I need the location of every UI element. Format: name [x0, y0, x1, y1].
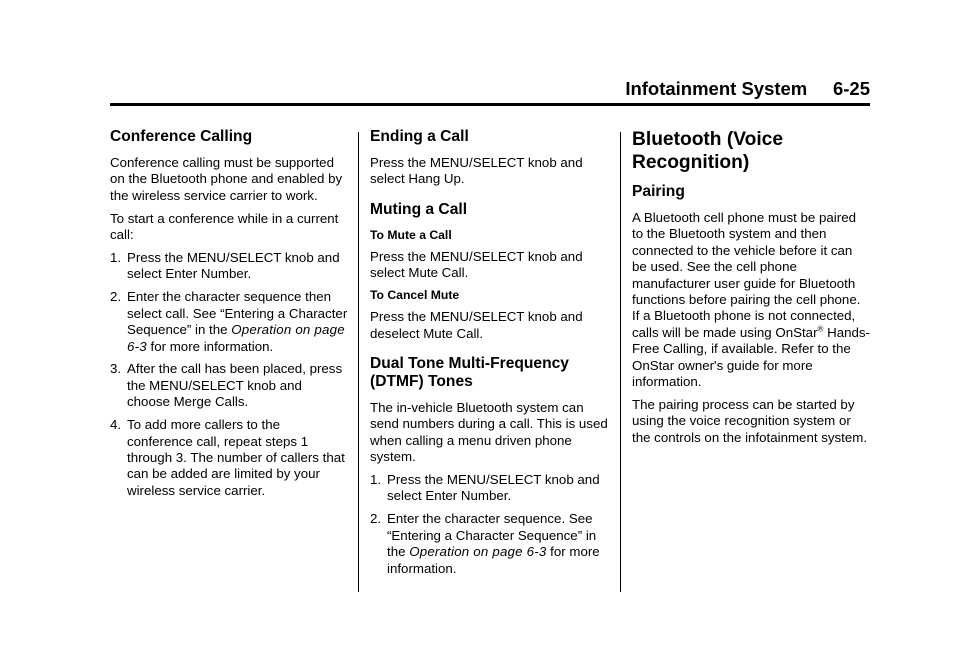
heading-dtmf-tones: Dual Tone Multi-Frequency (DTMF) Tones: [370, 354, 569, 390]
column-divider-1: [358, 132, 359, 592]
step-text-part: Enter the character sequence. See “Entering a Character Sequence” in the: [387, 511, 597, 560]
step-text: To add more callers to the conference call, repeat steps 1 through 3. The number of callers that can be added are limited by your wireless service carrier.: [127, 417, 345, 498]
page-title: Infotainment System 6-25: [625, 78, 870, 99]
paragraph: To start a conference while in a current call:: [110, 210, 339, 243]
heading-muting-a-call: Muting a Call: [370, 200, 468, 218]
step-item: [110, 250, 348, 283]
step-text: [387, 511, 610, 577]
step-number: 2.: [110, 289, 122, 305]
step-item: [370, 472, 610, 505]
column-conference-calling: [110, 128, 348, 506]
heading-bluetooth-voice-recognition: Bluetooth (Voice Recognition): [632, 129, 784, 173]
page-reference-link[interactable]: Operation on page 6-3: [409, 544, 547, 560]
subheading-to-mute-a-call: To Mute a Call: [370, 227, 452, 242]
paragraph: Press the MENU/SELECT knob and select Hang Up.: [370, 155, 583, 187]
paragraph: Press the MENU/SELECT knob and select Mute Call.: [370, 248, 583, 281]
step-text-part: for more information.: [387, 544, 600, 576]
paragraph-text-part: Hands-Free Calling, if available. Refer to the OnStar owner's guide for more information.: [632, 324, 870, 390]
header-rule: [110, 103, 870, 106]
step-text: Press the MENU/SELECT knob and select Enter Number.: [387, 472, 600, 504]
registered-mark: ®: [817, 324, 824, 334]
step-number: 1.: [110, 250, 122, 266]
paragraph: The in-vehicle Bluetooth system can send numbers during a call. This is used when calling a menu driven phone system.: [370, 399, 608, 465]
page-header: [110, 78, 870, 108]
step-number: 4.: [110, 417, 122, 433]
step-number: 1.: [370, 472, 382, 488]
step-item: [110, 361, 348, 410]
step-number: 2.: [370, 511, 382, 527]
step-text: Press the MENU/SELECT knob and select Enter Number.: [127, 250, 340, 282]
subheading-to-cancel-mute: To Cancel Mute: [370, 288, 460, 303]
page-reference-link[interactable]: Operation on page 6-3: [127, 322, 345, 354]
heading-pairing: Pairing: [632, 183, 685, 200]
step-text-part: Enter the character sequence then select call. See “Entering a Character Sequence” in the: [127, 289, 348, 338]
column-bluetooth: [632, 128, 870, 453]
paragraph-text-part: A Bluetooth cell phone must be paired to the Bluetooth system and then connected to the vehicle before it can be used. See the cell phone manufacturer user guide for Bluetooth functions before pairing the cell phone. If a Bluetooth phone is not connected, calls will be made using OnStar: [632, 210, 861, 340]
paragraph: Press the MENU/SELECT knob and deselect Mute Call.: [370, 309, 583, 341]
step-item: [110, 289, 348, 355]
paragraph: The pairing process can be started by using the voice recognition system or the controls on the infotainment system.: [632, 396, 868, 445]
step-text: [127, 289, 348, 355]
heading-conference-calling: Conference Calling: [110, 128, 253, 145]
paragraph: [632, 210, 870, 390]
step-number: 3.: [110, 361, 122, 377]
column-divider-2: [620, 132, 621, 592]
paragraph: Conference calling must be supported on the Bluetooth phone and enabled by the wireless service carrier to work.: [110, 155, 343, 203]
step-item: [370, 511, 610, 577]
step-text-part: for more information.: [146, 338, 274, 354]
heading-ending-a-call: Ending a Call: [370, 128, 469, 145]
step-text: After the call has been placed, press the MENU/SELECT knob and choose Merge Calls.: [127, 361, 343, 410]
column-call-controls: [370, 128, 610, 584]
step-item: [110, 417, 348, 499]
